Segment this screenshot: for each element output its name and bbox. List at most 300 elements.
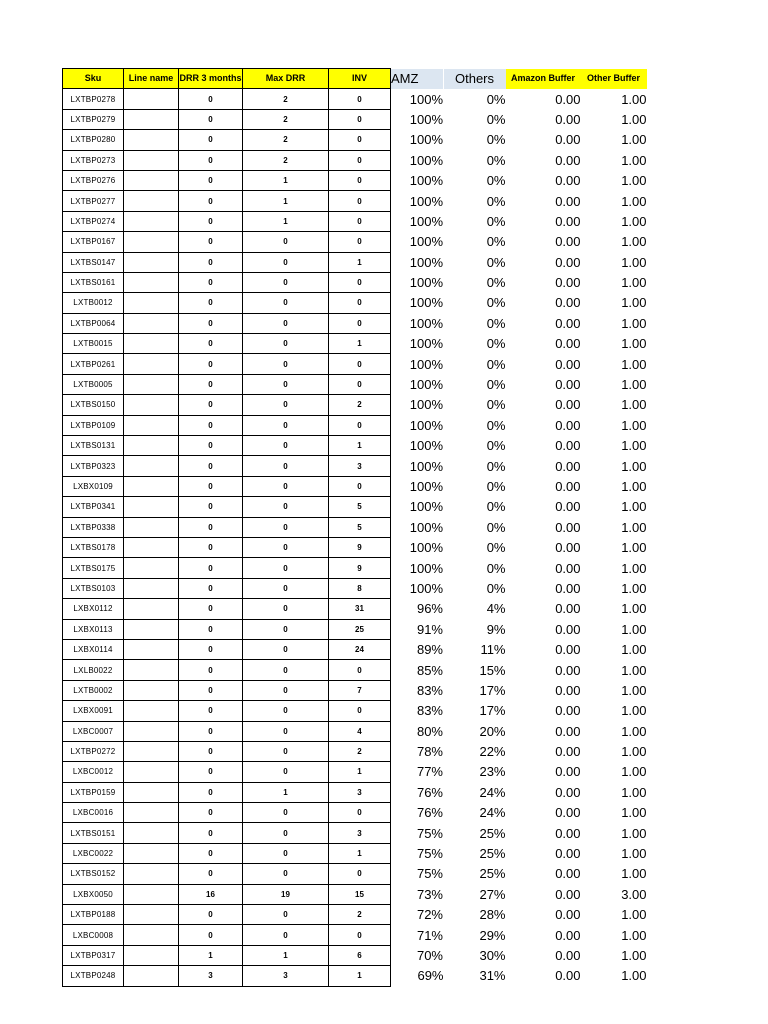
cell-drr-3-months: 0 <box>179 89 243 109</box>
cell-amazon-buffer: 0.00 <box>555 397 581 413</box>
cell-others: 0% <box>486 111 506 127</box>
cell-line-name <box>124 639 179 659</box>
cell-drr-3-months: 0 <box>179 456 243 476</box>
cell-amz: 100% <box>409 580 443 596</box>
cell-other-buffer: 1.00 <box>621 927 647 943</box>
cell-inv: 1 <box>329 843 391 863</box>
cell-line-name <box>124 191 179 211</box>
cell-others: 0% <box>486 499 506 515</box>
table-row <box>63 884 647 904</box>
table-row <box>63 966 647 986</box>
cell-amazon-buffer: 0.00 <box>555 315 581 331</box>
cell-other-buffer: 1.00 <box>621 968 647 984</box>
cell-amazon-buffer: 0.00 <box>555 907 581 923</box>
cell-amz: 100% <box>409 458 443 474</box>
table-row <box>63 130 647 150</box>
cell-sku: LXTBS0103 <box>63 578 124 598</box>
cell-inv: 4 <box>329 721 391 741</box>
cell-amazon-buffer: 0.00 <box>555 968 581 984</box>
cell-max-drr: 0 <box>243 619 329 639</box>
header-other-buffer: Other Buffer <box>581 69 647 89</box>
cell-amazon-buffer: 0.00 <box>555 866 581 882</box>
cell-sku: LXTBS0147 <box>63 252 124 272</box>
cell-inv: 0 <box>329 109 391 129</box>
table-row <box>63 803 647 823</box>
cell-amazon-buffer: 0.00 <box>555 438 581 454</box>
cell-amz: 83% <box>416 682 443 698</box>
cell-sku: LXTBP0272 <box>63 741 124 761</box>
cell-max-drr: 0 <box>243 762 329 782</box>
cell-amazon-buffer: 0.00 <box>555 540 581 556</box>
cell-inv: 2 <box>329 395 391 415</box>
cell-inv: 0 <box>329 374 391 394</box>
cell-amz: 100% <box>409 111 443 127</box>
cell-sku: LXTB0002 <box>63 680 124 700</box>
cell-others: 27% <box>479 886 506 902</box>
table-row <box>63 170 647 190</box>
cell-max-drr: 0 <box>243 599 329 619</box>
cell-line-name <box>124 803 179 823</box>
cell-others: 17% <box>479 682 506 698</box>
cell-sku: LXTBP0280 <box>63 130 124 150</box>
header-amazon-buffer: Amazon Buffer <box>506 69 581 89</box>
cell-sku: LXTB0015 <box>63 334 124 354</box>
cell-others: 25% <box>479 825 506 841</box>
table-row <box>63 843 647 863</box>
cell-other-buffer: 1.00 <box>621 540 647 556</box>
cell-line-name <box>124 456 179 476</box>
cell-line-name <box>124 89 179 109</box>
cell-inv: 24 <box>329 639 391 659</box>
cell-other-buffer: 1.00 <box>621 234 647 250</box>
cell-inv: 15 <box>329 884 391 904</box>
cell-other-buffer: 1.00 <box>621 438 647 454</box>
cell-sku: LXTBP0317 <box>63 945 124 965</box>
cell-amz: 83% <box>416 703 443 719</box>
cell-amazon-buffer: 0.00 <box>555 132 581 148</box>
cell-drr-3-months: 0 <box>179 191 243 211</box>
cell-other-buffer: 1.00 <box>621 580 647 596</box>
cell-others: 0% <box>486 315 506 331</box>
table-row <box>63 354 647 374</box>
cell-amazon-buffer: 0.00 <box>555 91 581 107</box>
cell-line-name <box>124 864 179 884</box>
table-row <box>63 232 647 252</box>
cell-drr-3-months: 0 <box>179 354 243 374</box>
cell-max-drr: 1 <box>243 170 329 190</box>
cell-sku: LXBX0114 <box>63 639 124 659</box>
cell-other-buffer: 1.00 <box>621 764 647 780</box>
cell-amz: 100% <box>409 540 443 556</box>
cell-sku: LXTBP0341 <box>63 497 124 517</box>
table-row <box>63 905 647 925</box>
table-row <box>63 456 647 476</box>
cell-others: 0% <box>486 540 506 556</box>
header-others: Others <box>444 69 506 89</box>
cell-amazon-buffer: 0.00 <box>555 377 581 393</box>
cell-max-drr: 0 <box>243 537 329 557</box>
header-drr-3-months: DRR 3 months <box>179 69 243 89</box>
cell-others: 31% <box>479 968 506 984</box>
cell-max-drr: 0 <box>243 415 329 435</box>
cell-line-name <box>124 436 179 456</box>
cell-amz: 100% <box>409 173 443 189</box>
cell-amazon-buffer: 0.00 <box>555 356 581 372</box>
cell-inv: 0 <box>329 232 391 252</box>
cell-sku: LXBX0109 <box>63 476 124 496</box>
cell-amazon-buffer: 0.00 <box>555 275 581 291</box>
cell-other-buffer: 1.00 <box>621 91 647 107</box>
cell-inv: 3 <box>329 782 391 802</box>
cell-amz: 100% <box>409 132 443 148</box>
cell-drr-3-months: 0 <box>179 639 243 659</box>
cell-amz: 100% <box>409 295 443 311</box>
cell-sku: LXLB0022 <box>63 660 124 680</box>
cell-sku: LXBX0113 <box>63 619 124 639</box>
cell-drr-3-months: 0 <box>179 374 243 394</box>
cell-max-drr: 0 <box>243 558 329 578</box>
cell-amazon-buffer: 0.00 <box>555 601 581 617</box>
cell-amazon-buffer: 0.00 <box>555 723 581 739</box>
cell-other-buffer: 1.00 <box>621 417 647 433</box>
cell-others: 0% <box>486 213 506 229</box>
table-row <box>63 293 647 313</box>
cell-drr-3-months: 0 <box>179 334 243 354</box>
cell-other-buffer: 1.00 <box>621 703 647 719</box>
cell-line-name <box>124 476 179 496</box>
table-row <box>63 334 647 354</box>
cell-other-buffer: 1.00 <box>621 805 647 821</box>
cell-amazon-buffer: 0.00 <box>555 947 581 963</box>
cell-line-name <box>124 701 179 721</box>
cell-sku: LXBC0022 <box>63 843 124 863</box>
cell-amz: 100% <box>409 356 443 372</box>
cell-max-drr: 0 <box>243 272 329 292</box>
table-row <box>63 476 647 496</box>
header-line-name: Line name <box>124 69 179 89</box>
cell-others: 0% <box>486 295 506 311</box>
cell-drr-3-months: 16 <box>179 884 243 904</box>
cell-amz: 75% <box>416 846 443 862</box>
cell-amazon-buffer: 0.00 <box>555 805 581 821</box>
cell-line-name <box>124 211 179 231</box>
cell-inv: 0 <box>329 864 391 884</box>
cell-amazon-buffer: 0.00 <box>555 417 581 433</box>
cell-drr-3-months: 0 <box>179 415 243 435</box>
cell-drr-3-months: 0 <box>179 395 243 415</box>
table-body <box>63 89 647 986</box>
cell-others: 0% <box>486 580 506 596</box>
cell-others: 22% <box>479 744 506 760</box>
cell-other-buffer: 1.00 <box>621 662 647 678</box>
cell-others: 0% <box>486 132 506 148</box>
cell-sku: LXTBP0188 <box>63 905 124 925</box>
header-max-drr: Max DRR <box>243 69 329 89</box>
cell-inv: 0 <box>329 313 391 333</box>
cell-others: 29% <box>479 927 506 943</box>
cell-inv: 6 <box>329 945 391 965</box>
cell-drr-3-months: 0 <box>179 109 243 129</box>
cell-line-name <box>124 334 179 354</box>
table-row <box>63 599 647 619</box>
table-row <box>63 211 647 231</box>
cell-others: 24% <box>479 784 506 800</box>
cell-inv: 0 <box>329 130 391 150</box>
cell-drr-3-months: 0 <box>179 537 243 557</box>
cell-drr-3-months: 0 <box>179 823 243 843</box>
cell-inv: 8 <box>329 578 391 598</box>
cell-amazon-buffer: 0.00 <box>555 784 581 800</box>
table-row <box>63 497 647 517</box>
cell-max-drr: 0 <box>243 374 329 394</box>
cell-amazon-buffer: 0.00 <box>555 662 581 678</box>
cell-inv: 0 <box>329 211 391 231</box>
cell-others: 0% <box>486 152 506 168</box>
cell-amz: 76% <box>416 784 443 800</box>
cell-other-buffer: 1.00 <box>621 132 647 148</box>
cell-sku: LXBC0007 <box>63 721 124 741</box>
cell-max-drr: 1 <box>243 945 329 965</box>
cell-others: 17% <box>479 703 506 719</box>
cell-drr-3-months: 0 <box>179 150 243 170</box>
cell-max-drr: 0 <box>243 701 329 721</box>
cell-inv: 0 <box>329 191 391 211</box>
cell-amazon-buffer: 0.00 <box>555 213 581 229</box>
cell-drr-3-months: 0 <box>179 864 243 884</box>
table-row <box>63 741 647 761</box>
cell-amazon-buffer: 0.00 <box>555 927 581 943</box>
cell-other-buffer: 1.00 <box>621 907 647 923</box>
cell-amz: 100% <box>409 560 443 576</box>
cell-line-name <box>124 109 179 129</box>
cell-amz: 100% <box>409 438 443 454</box>
cell-other-buffer: 1.00 <box>621 947 647 963</box>
cell-amz: 100% <box>409 336 443 352</box>
table-row <box>63 436 647 456</box>
cell-drr-3-months: 0 <box>179 130 243 150</box>
cell-sku: LXTBP0248 <box>63 966 124 986</box>
cell-max-drr: 0 <box>243 252 329 272</box>
cell-amazon-buffer: 0.00 <box>555 703 581 719</box>
cell-inv: 1 <box>329 334 391 354</box>
cell-line-name <box>124 762 179 782</box>
cell-max-drr: 2 <box>243 130 329 150</box>
cell-max-drr: 0 <box>243 293 329 313</box>
cell-drr-3-months: 0 <box>179 925 243 945</box>
table-row <box>63 680 647 700</box>
cell-sku: LXTBP0274 <box>63 211 124 231</box>
cell-amazon-buffer: 0.00 <box>555 234 581 250</box>
cell-drr-3-months: 0 <box>179 232 243 252</box>
table-row <box>63 660 647 680</box>
table-row <box>63 578 647 598</box>
cell-inv: 9 <box>329 537 391 557</box>
cell-line-name <box>124 578 179 598</box>
table-row <box>63 619 647 639</box>
cell-sku: LXTBP0064 <box>63 313 124 333</box>
cell-line-name <box>124 252 179 272</box>
cell-other-buffer: 1.00 <box>621 173 647 189</box>
cell-drr-3-months: 0 <box>179 701 243 721</box>
cell-others: 0% <box>486 560 506 576</box>
cell-inv: 0 <box>329 89 391 109</box>
cell-sku: LXTBS0178 <box>63 537 124 557</box>
cell-max-drr: 1 <box>243 782 329 802</box>
cell-sku: LXBX0050 <box>63 884 124 904</box>
cell-max-drr: 0 <box>243 395 329 415</box>
cell-drr-3-months: 0 <box>179 741 243 761</box>
cell-inv: 0 <box>329 415 391 435</box>
header-inv: INV <box>329 69 391 89</box>
cell-others: 0% <box>486 91 506 107</box>
table-row <box>63 925 647 945</box>
cell-sku: LXTBS0161 <box>63 272 124 292</box>
cell-others: 28% <box>479 907 506 923</box>
cell-other-buffer: 1.00 <box>621 458 647 474</box>
cell-max-drr: 3 <box>243 966 329 986</box>
cell-amazon-buffer: 0.00 <box>555 458 581 474</box>
cell-others: 24% <box>479 805 506 821</box>
cell-sku: LXTBP0278 <box>63 89 124 109</box>
table-row <box>63 150 647 170</box>
table-row <box>63 537 647 557</box>
cell-line-name <box>124 517 179 537</box>
cell-amazon-buffer: 0.00 <box>555 682 581 698</box>
cell-sku: LXTBP0273 <box>63 150 124 170</box>
cell-inv: 2 <box>329 905 391 925</box>
cell-sku: LXBC0012 <box>63 762 124 782</box>
cell-others: 0% <box>486 275 506 291</box>
cell-amazon-buffer: 0.00 <box>555 295 581 311</box>
table-row <box>63 639 647 659</box>
cell-amz: 100% <box>409 213 443 229</box>
cell-other-buffer: 1.00 <box>621 519 647 535</box>
cell-sku: LXTBS0151 <box>63 823 124 843</box>
cell-others: 4% <box>486 601 506 617</box>
cell-line-name <box>124 150 179 170</box>
cell-inv: 25 <box>329 619 391 639</box>
cell-amazon-buffer: 0.00 <box>555 621 581 637</box>
cell-max-drr: 0 <box>243 578 329 598</box>
cell-other-buffer: 1.00 <box>621 111 647 127</box>
cell-other-buffer: 1.00 <box>621 744 647 760</box>
cell-others: 11% <box>480 642 506 658</box>
cell-line-name <box>124 823 179 843</box>
cell-others: 0% <box>486 254 506 270</box>
cell-drr-3-months: 0 <box>179 497 243 517</box>
cell-line-name <box>124 680 179 700</box>
cell-others: 0% <box>486 519 506 535</box>
cell-amz: 85% <box>416 662 443 678</box>
cell-line-name <box>124 945 179 965</box>
cell-max-drr: 0 <box>243 721 329 741</box>
cell-other-buffer: 1.00 <box>621 642 647 658</box>
cell-line-name <box>124 497 179 517</box>
header-sku: Sku <box>63 69 124 89</box>
cell-inv: 3 <box>329 823 391 843</box>
cell-sku: LXTBS0131 <box>63 436 124 456</box>
cell-drr-3-months: 1 <box>179 945 243 965</box>
cell-line-name <box>124 313 179 333</box>
cell-inv: 0 <box>329 803 391 823</box>
cell-amz: 75% <box>416 825 443 841</box>
cell-amz: 76% <box>416 805 443 821</box>
cell-line-name <box>124 272 179 292</box>
cell-drr-3-months: 0 <box>179 170 243 190</box>
cell-other-buffer: 1.00 <box>621 499 647 515</box>
cell-sku: LXTBP0109 <box>63 415 124 435</box>
cell-others: 0% <box>486 438 506 454</box>
cell-drr-3-months: 0 <box>179 762 243 782</box>
cell-amazon-buffer: 0.00 <box>555 173 581 189</box>
cell-drr-3-months: 0 <box>179 803 243 823</box>
cell-other-buffer: 1.00 <box>621 397 647 413</box>
cell-inv: 31 <box>329 599 391 619</box>
cell-sku: LXBX0091 <box>63 701 124 721</box>
cell-max-drr: 0 <box>243 660 329 680</box>
cell-sku: LXTBS0175 <box>63 558 124 578</box>
cell-other-buffer: 1.00 <box>621 479 647 494</box>
cell-line-name <box>124 232 179 252</box>
cell-line-name <box>124 537 179 557</box>
cell-others: 15% <box>479 662 506 678</box>
cell-inv: 1 <box>329 436 391 456</box>
cell-amz: 100% <box>409 315 443 331</box>
table-row <box>63 762 647 782</box>
cell-amazon-buffer: 0.00 <box>555 886 581 902</box>
cell-max-drr: 0 <box>243 680 329 700</box>
cell-others: 0% <box>486 234 506 250</box>
cell-amz: 71% <box>416 927 443 943</box>
cell-line-name <box>124 415 179 435</box>
cell-other-buffer: 1.00 <box>621 295 647 311</box>
table-row <box>63 252 647 272</box>
table-row <box>63 823 647 843</box>
cell-amz: 100% <box>409 397 443 413</box>
cell-amz: 91% <box>416 621 443 637</box>
cell-max-drr: 0 <box>243 925 329 945</box>
cell-line-name <box>124 925 179 945</box>
cell-inv: 0 <box>329 476 391 496</box>
cell-inv: 3 <box>329 456 391 476</box>
cell-max-drr: 2 <box>243 109 329 129</box>
cell-sku: LXTB0005 <box>63 374 124 394</box>
table-row <box>63 313 647 333</box>
cell-other-buffer: 1.00 <box>621 213 647 229</box>
cell-other-buffer: 1.00 <box>621 193 647 209</box>
cell-drr-3-months: 0 <box>179 782 243 802</box>
cell-amazon-buffer: 0.00 <box>555 254 581 270</box>
cell-other-buffer: 1.00 <box>621 152 647 168</box>
cell-line-name <box>124 395 179 415</box>
cell-amz: 72% <box>416 907 443 923</box>
cell-line-name <box>124 843 179 863</box>
cell-sku: LXTB0012 <box>63 293 124 313</box>
cell-drr-3-months: 0 <box>179 293 243 313</box>
cell-amz: 100% <box>409 275 443 291</box>
table-row <box>63 374 647 394</box>
cell-other-buffer: 1.00 <box>621 846 647 862</box>
cell-max-drr: 0 <box>243 436 329 456</box>
cell-other-buffer: 1.00 <box>621 866 647 882</box>
cell-max-drr: 0 <box>243 639 329 659</box>
cell-max-drr: 0 <box>243 803 329 823</box>
cell-amz: 77% <box>416 764 443 780</box>
cell-line-name <box>124 966 179 986</box>
cell-sku: LXTBP0159 <box>63 782 124 802</box>
cell-other-buffer: 1.00 <box>621 682 647 698</box>
cell-inv: 5 <box>329 517 391 537</box>
